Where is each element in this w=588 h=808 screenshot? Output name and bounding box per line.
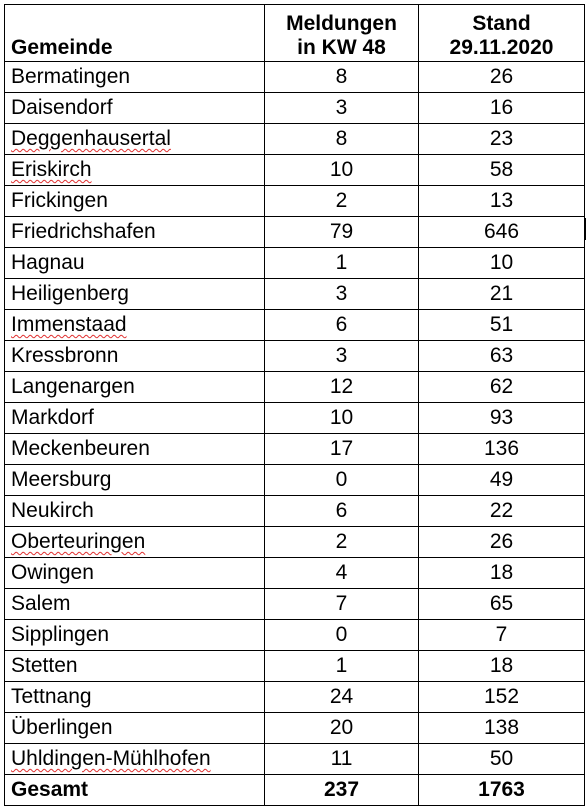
row-gemeinde bbox=[5, 372, 265, 403]
row-meldungen: 17 bbox=[265, 434, 419, 465]
row-meldungen: 6 bbox=[265, 310, 419, 341]
table-row bbox=[5, 341, 585, 372]
header-stand-line2: 29.11.2020 bbox=[449, 36, 554, 59]
row-stand: 22 bbox=[419, 496, 585, 527]
header-meldungen bbox=[265, 5, 419, 62]
row-gemeinde bbox=[5, 713, 265, 744]
gemeinde-name: Eriskirch bbox=[11, 158, 92, 181]
row-stand: 65 bbox=[419, 589, 585, 620]
row-stand: 26 bbox=[419, 527, 585, 558]
gemeinde-name: Salem bbox=[11, 592, 71, 615]
table-row bbox=[5, 434, 585, 465]
row-gemeinde bbox=[5, 62, 265, 93]
row-stand: 63 bbox=[419, 341, 585, 372]
row-gemeinde bbox=[5, 186, 265, 217]
row-gemeinde bbox=[5, 217, 265, 248]
row-stand: 13 bbox=[419, 186, 585, 217]
cursor-mark bbox=[584, 218, 586, 240]
row-gemeinde bbox=[5, 744, 265, 775]
row-meldungen: 24 bbox=[265, 682, 419, 713]
table-row bbox=[5, 217, 585, 248]
row-stand: 10 bbox=[419, 248, 585, 279]
row-gemeinde bbox=[5, 124, 265, 155]
row-stand: 50 bbox=[419, 744, 585, 775]
table-row bbox=[5, 465, 585, 496]
gemeinde-name: Owingen bbox=[11, 561, 94, 584]
row-gemeinde bbox=[5, 279, 265, 310]
cases-table bbox=[4, 4, 585, 806]
row-gemeinde bbox=[5, 651, 265, 682]
table-row bbox=[5, 403, 585, 434]
table-row bbox=[5, 62, 585, 93]
gemeinde-name: Langenargen bbox=[11, 375, 135, 398]
gemeinde-name: Tettnang bbox=[11, 685, 92, 708]
row-meldungen: 10 bbox=[265, 155, 419, 186]
table-row bbox=[5, 124, 585, 155]
row-stand: 18 bbox=[419, 651, 585, 682]
table-row bbox=[5, 589, 585, 620]
gemeinde-name: Überlingen bbox=[11, 716, 113, 739]
gemeinde-name: Neukirch bbox=[11, 499, 94, 522]
row-meldungen: 8 bbox=[265, 62, 419, 93]
table-row bbox=[5, 279, 585, 310]
row-stand: 49 bbox=[419, 465, 585, 496]
row-meldungen: 6 bbox=[265, 496, 419, 527]
row-stand: 62 bbox=[419, 372, 585, 403]
header-stand bbox=[419, 5, 585, 62]
total-label: Gesamt bbox=[5, 775, 265, 806]
row-meldungen: 0 bbox=[265, 465, 419, 496]
gemeinde-name: Hagnau bbox=[11, 251, 85, 274]
row-gemeinde bbox=[5, 434, 265, 465]
total-row bbox=[5, 775, 585, 806]
row-meldungen: 1 bbox=[265, 651, 419, 682]
row-gemeinde bbox=[5, 682, 265, 713]
row-stand: 58 bbox=[419, 155, 585, 186]
header-meldungen-line2: in KW 48 bbox=[297, 36, 386, 59]
gemeinde-name: Stetten bbox=[11, 654, 78, 677]
row-stand: 138 bbox=[419, 713, 585, 744]
row-meldungen: 1 bbox=[265, 248, 419, 279]
table-header bbox=[5, 5, 585, 62]
gemeinde-name: Meersburg bbox=[11, 468, 112, 491]
row-stand: 18 bbox=[419, 558, 585, 589]
table-row bbox=[5, 744, 585, 775]
row-meldungen: 0 bbox=[265, 620, 419, 651]
row-gemeinde bbox=[5, 496, 265, 527]
row-meldungen: 11 bbox=[265, 744, 419, 775]
gemeinde-name: Bermatingen bbox=[11, 65, 131, 88]
row-stand: 26 bbox=[419, 62, 585, 93]
row-meldungen: 3 bbox=[265, 279, 419, 310]
row-stand: 136 bbox=[419, 434, 585, 465]
row-meldungen: 8 bbox=[265, 124, 419, 155]
row-meldungen: 4 bbox=[265, 558, 419, 589]
row-meldungen: 79 bbox=[265, 217, 419, 248]
header-stand-line1: Stand bbox=[472, 12, 531, 35]
table-row bbox=[5, 310, 585, 341]
gemeinde-name: Daisendorf bbox=[11, 96, 113, 119]
row-gemeinde bbox=[5, 93, 265, 124]
row-meldungen: 20 bbox=[265, 713, 419, 744]
row-gemeinde bbox=[5, 310, 265, 341]
header-row bbox=[5, 5, 585, 62]
table-row bbox=[5, 186, 585, 217]
row-gemeinde bbox=[5, 155, 265, 186]
row-stand: 16 bbox=[419, 93, 585, 124]
row-meldungen: 10 bbox=[265, 403, 419, 434]
total-meldungen: 237 bbox=[265, 775, 419, 806]
row-gemeinde bbox=[5, 465, 265, 496]
row-gemeinde bbox=[5, 558, 265, 589]
gemeinde-name: Kressbronn bbox=[11, 344, 119, 367]
table-row bbox=[5, 620, 585, 651]
row-stand: 23 bbox=[419, 124, 585, 155]
row-gemeinde bbox=[5, 620, 265, 651]
row-stand: 51 bbox=[419, 310, 585, 341]
gemeinde-name: Immenstaad bbox=[11, 313, 127, 336]
table-row bbox=[5, 651, 585, 682]
table-row bbox=[5, 248, 585, 279]
total-stand: 1763 bbox=[419, 775, 585, 806]
row-meldungen: 12 bbox=[265, 372, 419, 403]
gemeinde-name: Markdorf bbox=[11, 406, 94, 429]
row-gemeinde bbox=[5, 341, 265, 372]
table-body bbox=[5, 62, 585, 775]
gemeinde-name: Uhldingen-Mühlhofen bbox=[11, 747, 211, 770]
row-meldungen: 7 bbox=[265, 589, 419, 620]
table-row bbox=[5, 558, 585, 589]
row-gemeinde bbox=[5, 589, 265, 620]
gemeinde-name: Heiligenberg bbox=[11, 282, 129, 305]
table-row bbox=[5, 496, 585, 527]
table-row bbox=[5, 682, 585, 713]
row-meldungen: 3 bbox=[265, 93, 419, 124]
table-footer bbox=[5, 775, 585, 806]
gemeinde-name: Meckenbeuren bbox=[11, 437, 150, 460]
header-gemeinde: Gemeinde bbox=[5, 5, 265, 62]
gemeinde-name: Oberteuringen bbox=[11, 530, 146, 553]
table-row bbox=[5, 93, 585, 124]
row-meldungen: 2 bbox=[265, 527, 419, 558]
row-gemeinde bbox=[5, 527, 265, 558]
table-row bbox=[5, 372, 585, 403]
table-row bbox=[5, 713, 585, 744]
gemeinde-name: Friedrichshafen bbox=[11, 220, 156, 243]
table-row bbox=[5, 155, 585, 186]
row-stand: 21 bbox=[419, 279, 585, 310]
row-stand: 646 bbox=[419, 217, 585, 248]
header-meldungen-line1: Meldungen bbox=[286, 12, 397, 35]
row-meldungen: 2 bbox=[265, 186, 419, 217]
row-stand: 7 bbox=[419, 620, 585, 651]
gemeinde-name: Deggenhausertal bbox=[11, 127, 171, 150]
row-gemeinde bbox=[5, 403, 265, 434]
row-gemeinde bbox=[5, 248, 265, 279]
gemeinde-name: Frickingen bbox=[11, 189, 108, 212]
row-meldungen: 3 bbox=[265, 341, 419, 372]
gemeinde-name: Sipplingen bbox=[11, 623, 110, 646]
row-stand: 152 bbox=[419, 682, 585, 713]
table-row bbox=[5, 527, 585, 558]
row-stand: 93 bbox=[419, 403, 585, 434]
